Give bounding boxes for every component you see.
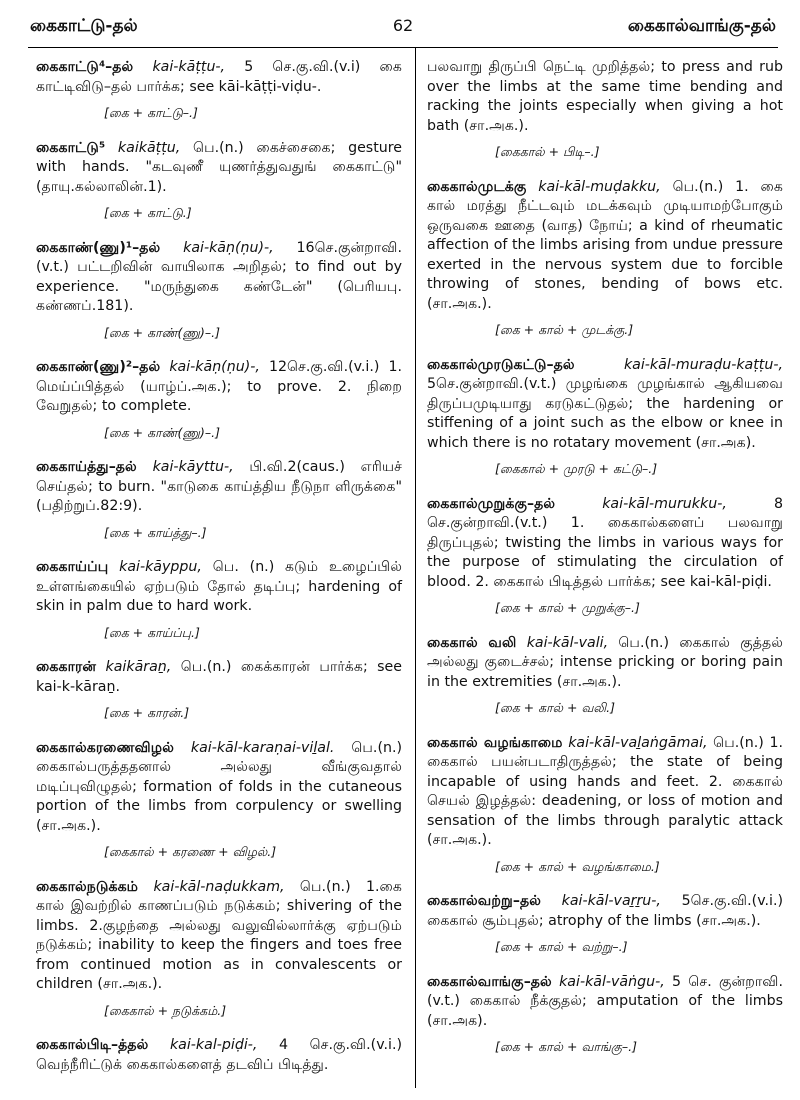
entry-definition: பெ.(n.) கைகால்பருத்ததனால் அல்லது வீங்குவதால் மடிப்புவிழுதல்; formation of folds in the cutaneous portion of the limbs from corpulency or swelling (சா.அக.). bbox=[36, 739, 403, 834]
entry-etymology: [கை + காண்(ணு)–.] bbox=[104, 324, 220, 340]
entry-definition: பெ.(n.) கைகால் குத்தல் அல்லது குடைச்சல்; intense pricking or boring pain in the extremities (சா.அக.). bbox=[427, 634, 784, 690]
entry-etymology: [கை + காய்த்து–.] bbox=[104, 524, 207, 540]
entry-transliteration: kaikāṭṭu, bbox=[117, 139, 181, 156]
page-number: 62 bbox=[392, 16, 414, 35]
entry-definition: 5செ.கு.வி.(v.i.) கைகால் சூம்புதல்; atrophy of the limbs (சா.அக.). bbox=[427, 893, 784, 929]
dictionary-entry bbox=[36, 239, 402, 317]
entry-definition: பெ.(n.) 1.கை கால் இவற்றில் காணப்படும் நடுக்கம்; shivering of the limbs. 2.குழந்தை அல்லது வலுவில்லார்க்கு ஏற்படும் நடுக்கம்; inability to keep the fingers and toes free from continued motion as in convalescents or children (சா.அக.). bbox=[36, 878, 402, 992]
dictionary-entry bbox=[427, 973, 783, 1032]
entry-transliteration: kai-kāl-vaḻaṅgāmai, bbox=[568, 734, 708, 751]
entry-transliteration: kai-kāl-muḍakku, bbox=[538, 178, 661, 195]
entry-transliteration: kai-kāl-muraḍu-kaṭṭu-, bbox=[623, 356, 783, 373]
dictionary-entry bbox=[427, 58, 783, 136]
entry-etymology: [கை + கால் + முறுக்கு–.] bbox=[495, 600, 640, 615]
entry-etymology: [கைகால் + கரணை + விழல்.] bbox=[104, 844, 277, 859]
entry-transliteration: kai-kāyttu-, bbox=[152, 459, 234, 475]
entry-definition: 12செ.கு.வி.(v.i.) 1. மெய்ப்பித்தல் (யாழ்ப்.அக.); to prove. 2. நிறை வேறுதல்; to complete. bbox=[36, 359, 402, 414]
running-head-right: கைகால்வாங்கு-தல் bbox=[627, 16, 776, 36]
entry-transliteration: kai-kāl-vaṟṟu-, bbox=[561, 893, 661, 909]
dictionary-entry bbox=[427, 356, 783, 454]
entry-headword: கைகால்கரணைவிழல் bbox=[36, 739, 174, 756]
entry-etymology: [கை + காட்டு.] bbox=[104, 205, 192, 220]
entry-headword: கைகால்முடக்கு bbox=[427, 178, 527, 195]
entry-definition: பெ.(n.) 1. கை கால் மரத்து நீட்டவும் மடக்கவும் முடியாமற்போகும் ஒருவகை ஊதை (வாத) நோய்; a kind of rheumatic affection of the limbs arising from undue pressure exerted in the nervous system due to forcible throwing of stones, bending of bows etc. (சா.அக.). bbox=[427, 178, 784, 312]
entry-definition: பி.வி.2(caus.) எரியச் செய்தல்; to burn. "காடுகை காய்த்திய நீடுநா ளிருக்கை" (பதிற்றுப்.82:9). bbox=[36, 459, 402, 514]
entry-transliteration: kai-kāl-karaṇai-viḻal. bbox=[190, 739, 335, 756]
entry-etymology: [கைகால் + நடுக்கம்.] bbox=[104, 1002, 227, 1018]
entry-transliteration: kai-kāl-vali, bbox=[526, 634, 609, 651]
entry-headword: கைகாட்டு⁴–தல் bbox=[36, 59, 134, 75]
entry-headword: கைகால்முரடுகட்டு–தல் bbox=[427, 356, 575, 373]
entry-etymology: [கை + காய்ப்பு.] bbox=[104, 624, 200, 640]
dictionary-entry bbox=[427, 178, 783, 315]
entry-definition: பலவாறு திருப்பி நெட்டி முறித்தல்; to press and rub over the limbs at the same time bending and racking the joints especially when giving a hot bath (சா.அக.). bbox=[427, 59, 783, 134]
dictionary-entry bbox=[36, 739, 402, 837]
dictionary-entry bbox=[36, 558, 402, 617]
entry-definition: 4 செ.கு.வி.(v.i.) வெந்நீரிட்டுக் கைகால்களைத் தடவிப் பிடித்து. bbox=[36, 1037, 402, 1073]
entry-transliteration: kai-kāṇ(ṇu)-, bbox=[169, 359, 260, 375]
entry-etymology: [கை + கால் + முடக்கு.] bbox=[495, 322, 634, 337]
entry-etymology: [கை + காரன்.] bbox=[104, 705, 190, 720]
entry-definition: 5 செ.கு.வி.(v.i) கை காட்டிவிடு–தல் பார்க்க; see kāi-kāṭṭi-viḍu-. bbox=[36, 59, 402, 95]
entry-definition: பெ. (n.) கடும் உழைப்பில் உள்ளங்கையில் ஏற்படும் தோல் தடிப்பு; hardening of skin in palm due to hard work. bbox=[36, 559, 403, 614]
entry-transliteration: kai-kāyppu, bbox=[119, 559, 202, 575]
entry-etymology: [கை + காட்டு–.] bbox=[104, 105, 198, 120]
entry-headword: கைகாய்த்து–தல் bbox=[36, 459, 137, 475]
left-column bbox=[36, 58, 402, 1081]
entry-headword: கைகால்வாங்கு–தல் bbox=[427, 973, 552, 990]
entry-etymology: [கை + கால் + வாங்கு–.] bbox=[495, 1039, 638, 1054]
entry-transliteration: kai-kāl-murukku-, bbox=[602, 495, 727, 512]
entry-etymology: [கை + காண்(ணு)–.] bbox=[104, 424, 220, 440]
right-column bbox=[427, 58, 783, 1073]
dictionary-entry bbox=[36, 358, 402, 417]
entry-transliteration: kaikāraṉ, bbox=[105, 659, 172, 675]
entry-etymology: [கை + கால் + வற்று–.] bbox=[495, 939, 628, 954]
dictionary-entry bbox=[36, 1036, 402, 1075]
entry-definition: 5 செ. குன்றாவி.(v.t.) கைகால் நீக்குதல்; amputation of the limbs (சா.அக). bbox=[427, 973, 783, 1029]
entry-headword: கைகாட்டு⁵ bbox=[36, 139, 106, 156]
entry-headword: கைகாண்(ணு)¹–தல் bbox=[36, 239, 161, 256]
running-head-left: கைகாட்டு-தல் bbox=[30, 16, 138, 36]
entry-etymology: [கை + கால் + வலி.] bbox=[495, 700, 615, 715]
dictionary-entry bbox=[36, 458, 402, 517]
dictionary-entry bbox=[427, 734, 783, 851]
entry-etymology: [கைகால் + பிடி–.] bbox=[495, 144, 600, 159]
dictionary-entry bbox=[36, 58, 402, 97]
entry-definition: பெ.(n.) கைச்சைகை; gesture with hands. "கடவுணீ யுணர்த்துவதுங் கைகாட்டு" (தாயு.கல்லாலின்.1). bbox=[36, 139, 403, 195]
entry-definition: 8 செ.குன்றாவி.(v.t.) 1. கைகால்களைப் பலவாறு திருப்புதல்; twisting the limbs in various ways for the purpose of stimulating the circulation of blood. 2. கைகால் பிடித்தல் பார்க்க; see kai-kāl-piḍi. bbox=[427, 495, 784, 590]
entry-headword: கைகால்நடுக்கம் bbox=[36, 878, 139, 895]
entry-headword: கைகாரன் bbox=[36, 659, 97, 675]
dictionary-entry bbox=[427, 495, 783, 593]
entry-headword: கைகால்வற்று–தல் bbox=[427, 893, 541, 909]
page-header bbox=[30, 12, 776, 42]
entry-headword: கைகால்முறுக்கு–தல் bbox=[427, 495, 556, 512]
entry-transliteration: kai-kāl-vāṅgu-, bbox=[559, 973, 665, 990]
entry-etymology: [கைகால் + முரடு + கட்டு–.] bbox=[495, 461, 658, 476]
entry-headword: கைகால்பிடி–த்தல் bbox=[36, 1037, 149, 1053]
dictionary-entry bbox=[36, 139, 402, 198]
entry-headword: கைகாண்(ணு)²–தல் bbox=[36, 359, 161, 375]
entry-headword: கைகாய்ப்பு bbox=[36, 559, 109, 575]
header-rule bbox=[28, 47, 778, 48]
entry-transliteration: kai-kāl-naḍukkam, bbox=[153, 878, 285, 895]
entry-definition: 5செ.குன்றாவி.(v.t.) முழங்கை முழங்கால் ஆகியவை திருப்பமுடியாது கரடுகட்டுதல்; the hardening or stiffening of a joint such as the elbow or knee in which there is no rotatary movement (சா.அக). bbox=[427, 376, 783, 451]
dictionary-entry bbox=[36, 658, 402, 697]
dictionary-entry bbox=[427, 634, 783, 693]
entry-transliteration: kai-kāṭṭu-, bbox=[152, 59, 226, 75]
dictionary-entry bbox=[36, 878, 402, 995]
entry-definition: 16செ.குன்றாவி. (v.t.) பட்டறிவின் வாயிலாக அறிதல்; to find out by experience. "மருந்துகை கண்டேன்" (பெரியபு. கண்ணப்.181). bbox=[36, 239, 402, 314]
entry-headword: கைகால் வலி bbox=[427, 634, 517, 651]
entry-etymology: [கை + கால் + வழங்காமை.] bbox=[495, 858, 660, 874]
entry-transliteration: kai-kal-piḍi-, bbox=[169, 1037, 258, 1053]
entry-transliteration: kai-kāṇ(ṇu)-, bbox=[183, 239, 274, 256]
dictionary-entry bbox=[427, 892, 783, 931]
entry-definition: பெ.(n.) கைக்காரன் பார்க்க; see kai-k-kāraṉ. bbox=[36, 659, 403, 695]
entry-definition: பெ.(n.) 1. கைகால் பயன்படாதிருத்தல்; the state of being incapable of using hands and feet. 2. கைகால் செயல் இழத்தல்: deadening, or loss of motion and sensation of the limbs through paralytic attack (சா.அக.). bbox=[427, 734, 783, 848]
column-divider bbox=[415, 48, 416, 1088]
entry-headword: கைகால் வழங்காமை bbox=[427, 734, 563, 751]
